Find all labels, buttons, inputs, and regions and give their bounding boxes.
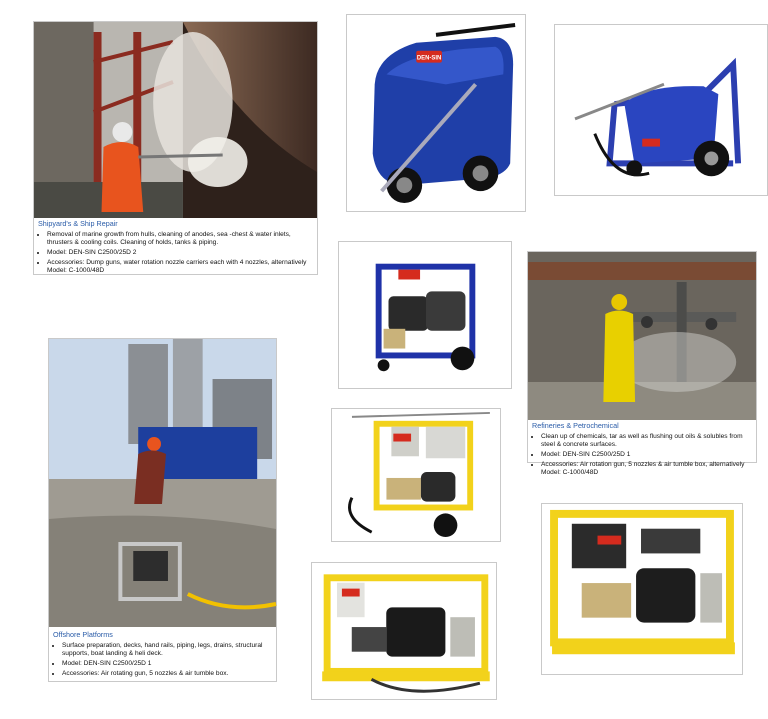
refineries-bullet-1: • Clean up of chemicals, tar as well as flushing out oils & solubles from steel & concrete surfaces. (541, 433, 752, 449)
refineries-photo (528, 252, 756, 420)
offshore-bullets (53, 642, 272, 678)
yellow-trolley-washer (331, 408, 501, 542)
refineries-bullet-2: • Model: DEN-SIN C2500/25D 1 (541, 451, 752, 459)
offshore-bullet-2: • Model: DEN-SIN C2500/25D 1 (62, 660, 272, 668)
shipyard-bullet-1: • Removal of marine growth from hulls, cleaning of anodes, sea -chest & water inlets, thrusters & cooling coils. Cleaning of holds, tanks & piping. (47, 231, 313, 247)
yellow-large-skid (541, 503, 743, 675)
shipyard-card (33, 21, 318, 275)
offshore-photo (49, 339, 276, 627)
refineries-bullet-3: • Accessories: Air rotation gun, 5 nozzles & air tumble box, alternatively Model: C-1000/48D (541, 461, 752, 477)
refineries-caption (532, 421, 752, 479)
shipyard-photo (34, 22, 317, 218)
shipyard-title: Shipyard's & Ship Repair (38, 219, 118, 228)
offshore-bullet-3: • Accessories: Air rotating gun, 5 nozzles & air tumble box. (62, 670, 272, 678)
shipyard-bullet-2: • Model: DEN-SIN C2500/25D 2 (47, 249, 313, 257)
shipyard-caption (38, 219, 313, 277)
blue-frame-washer (554, 24, 768, 196)
offshore-card (48, 338, 277, 682)
refineries-title: Refineries & Petrochemical (532, 421, 619, 430)
refineries-bullets (532, 433, 752, 477)
blue-washer-frame (346, 14, 526, 212)
shipyard-bullets (38, 231, 313, 275)
offshore-title: Offshore Platforms (53, 630, 113, 639)
shipyard-bullet-3: • Accessories: Dump guns, water rotation nozzle carriers each with 4 nozzles, alternatively Model: C-1000/48D (47, 259, 313, 275)
blue-washer-logo: DEN-SIN (416, 55, 442, 62)
offshore-caption (53, 630, 272, 680)
yellow-skid-washer (311, 562, 497, 700)
refineries-card (527, 251, 757, 476)
blue-framed-unit (338, 241, 512, 389)
offshore-bullet-1: • Surface preparation, decks, hand rails, piping, legs, drains, structural supports, boat landing & heli deck. (62, 642, 272, 658)
